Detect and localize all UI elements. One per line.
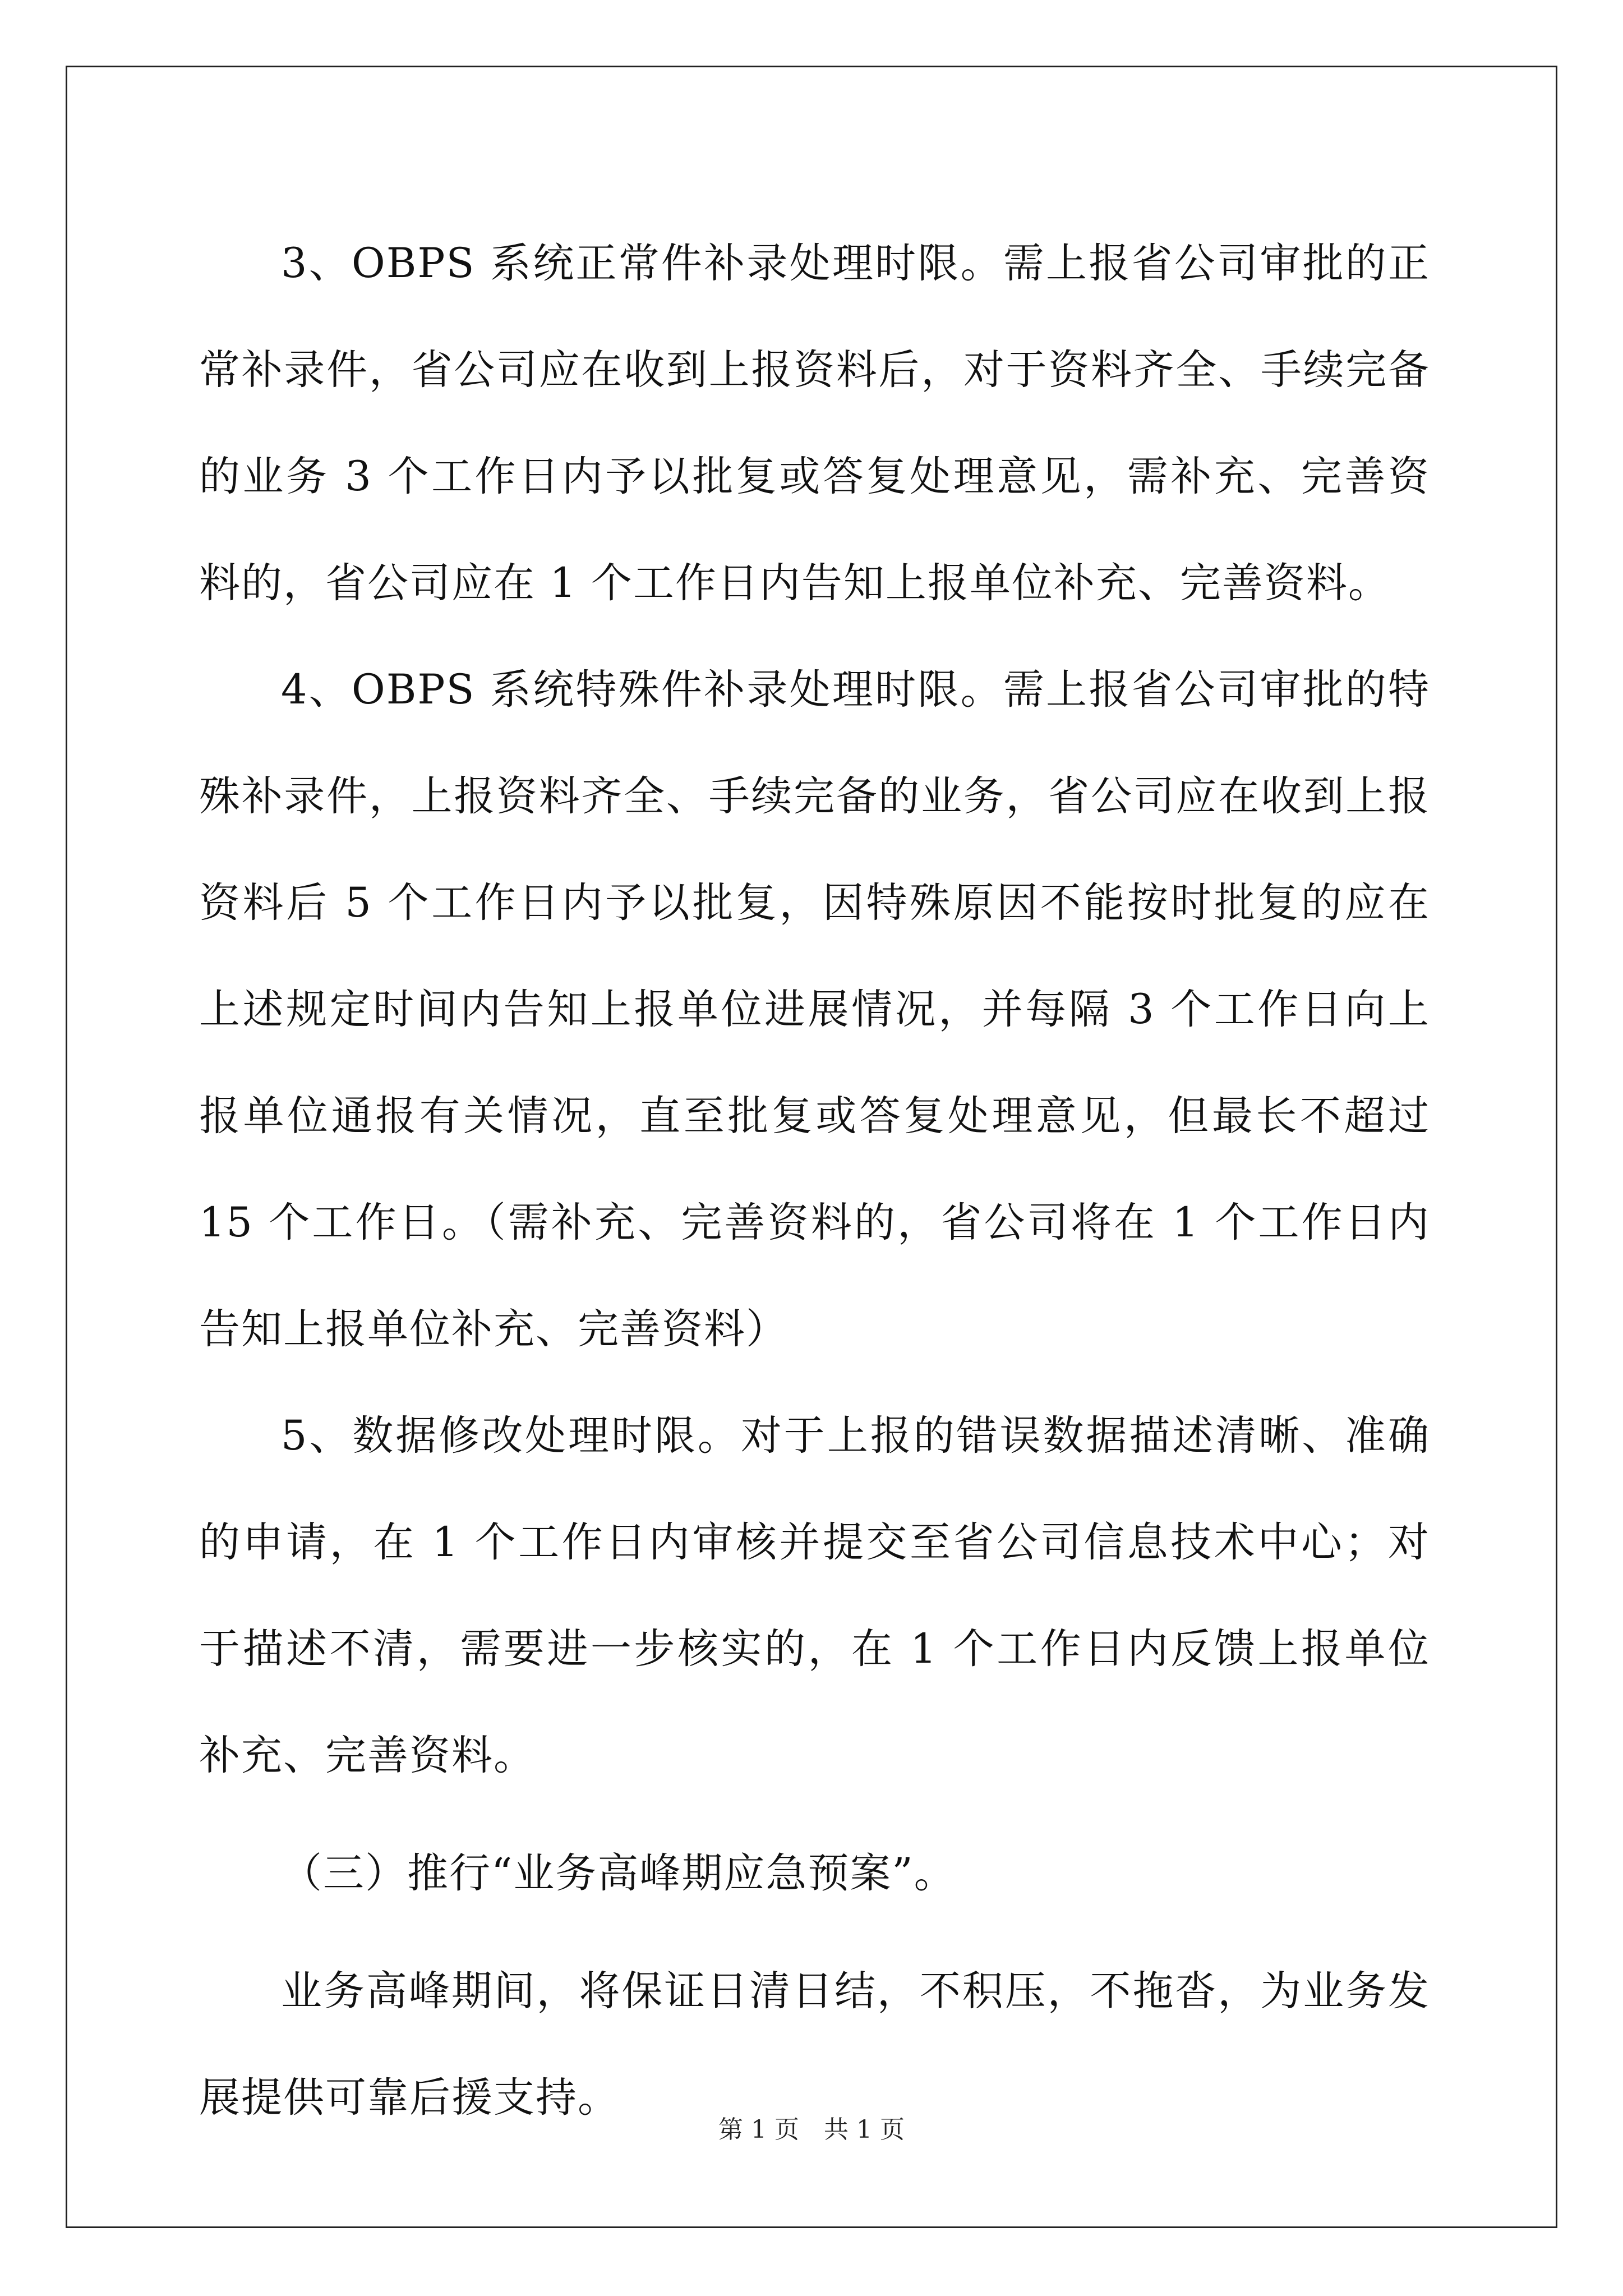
paragraph-item-4: 4、OBPS 系统特殊件补录处理时限。需上报省公司审批的特殊补录件，上报资料齐全、手续完备的业务，省公司应在收到上报资料后 5 个工作日内予以批复，因特殊原因不能按时批复的应在上述规定时间内告知上报单位进展情况，并每隔 3 个工作日向上报单位通报有关情况，直至批复或答复处理意见，但最长不超过 15 个工作日。（需补充、完善资料的，省公司将在 1 个工作日内告知上报单位补充、完善资料）: [199, 666, 1430, 1353]
paragraph-item-5: 5、数据修改处理时限。对于上报的错误数据描述清晰、准确的申请，在 1 个工作日内审核并提交至省公司信息技术中心；对于描述不清，需要进一步核实的，在 1 个工作日内反馈上报单位补充、完善资料。: [199, 1412, 1430, 1779]
paragraph-item-3: 3、OBPS 系统正常件补录处理时限。需上报省公司审批的正常补录件，省公司应在收到上报资料后，对于资料齐全、手续完备的业务 3 个工作日内予以批复或答复处理意见，需补充、完善资料的，省公司应在 1 个工作日内告知上报单位补充、完善资料。: [199, 240, 1430, 607]
section-heading: （三）推行“业务高峰期应急预案”。: [281, 1849, 956, 1897]
page-footer: 第 1 页 共 1 页: [718, 2115, 905, 2144]
closing-paragraph: 业务高峰期间，将保证日清日结，不积压，不拖沓，为业务发展提供可靠后援支持。: [199, 1967, 1430, 2122]
document-body: [199, 210, 1430, 2151]
